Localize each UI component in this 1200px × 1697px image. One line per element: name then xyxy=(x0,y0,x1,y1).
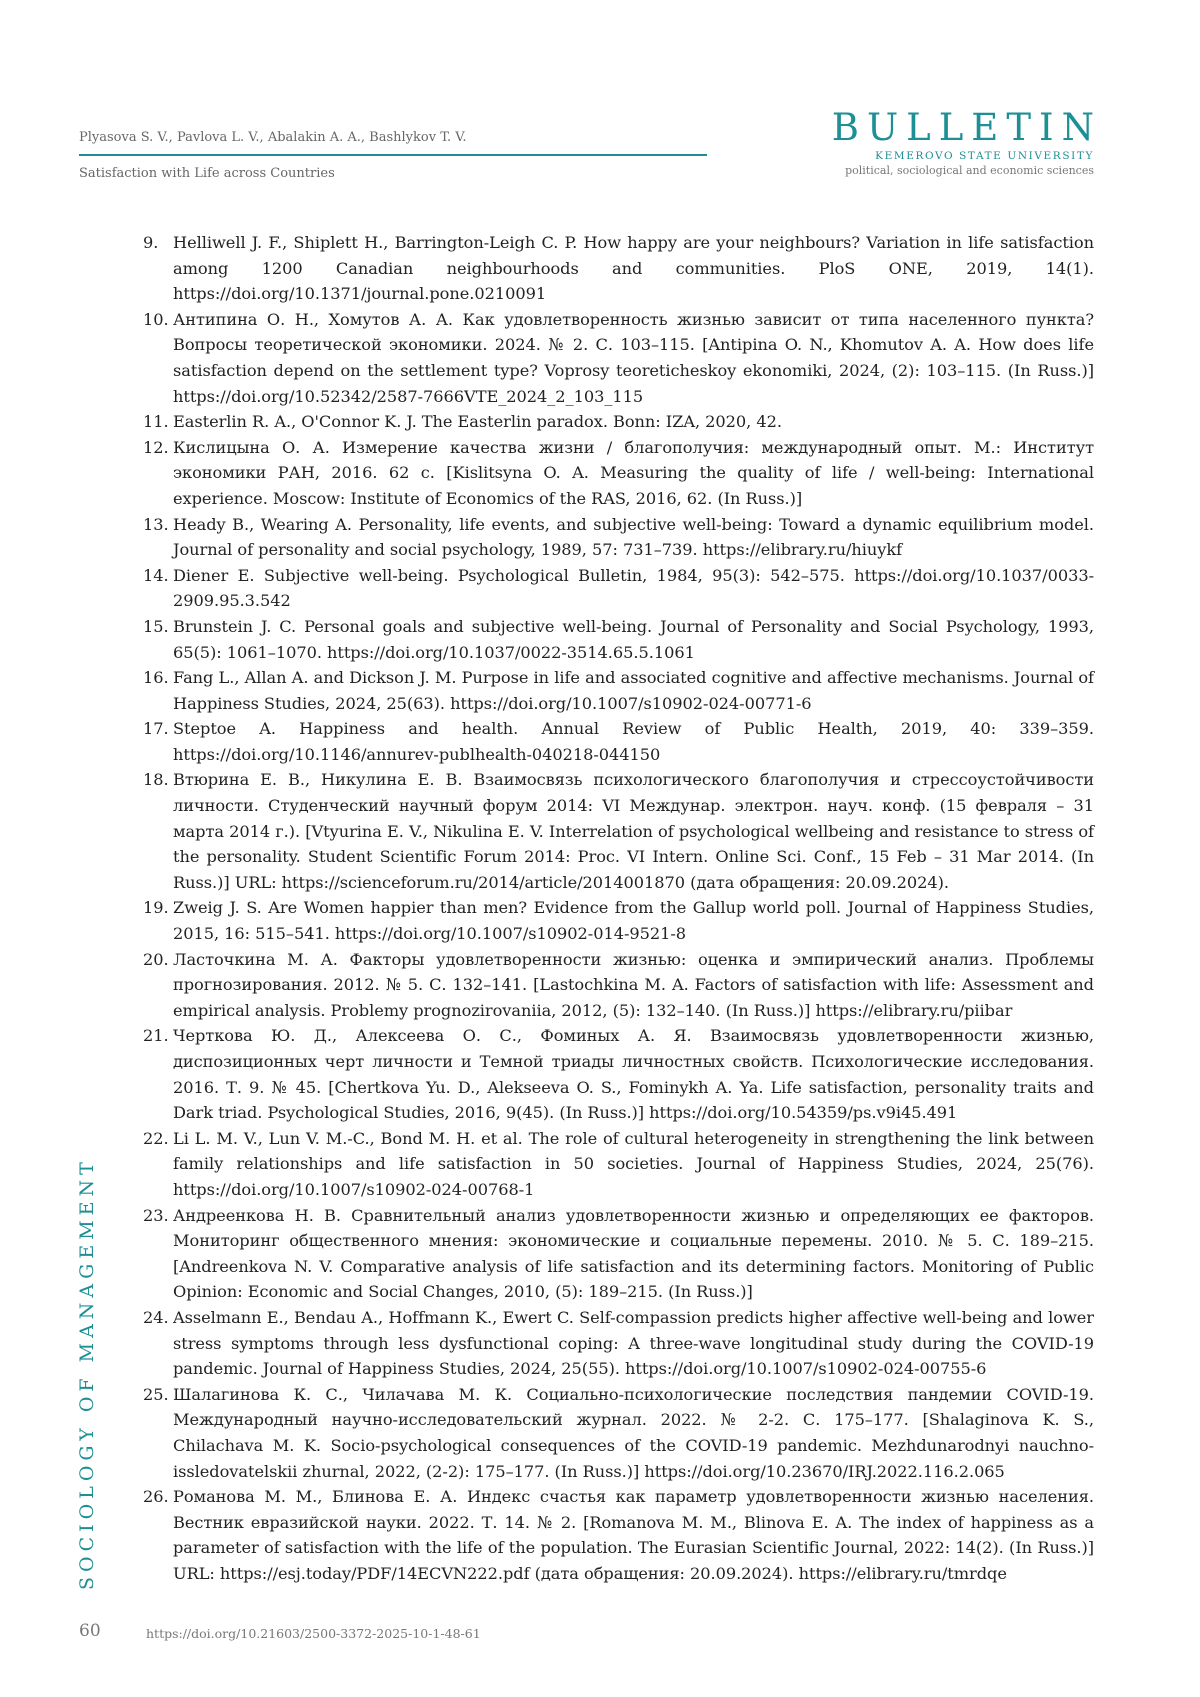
reference-number: 22. xyxy=(143,1128,169,1148)
journal-title: BULLETIN xyxy=(831,106,1102,149)
reference-number: 10. xyxy=(143,309,169,329)
reference-number: 21. xyxy=(143,1026,169,1046)
reference-number: 11. xyxy=(143,412,169,432)
reference-item xyxy=(143,614,1094,665)
journal-series: political, sociological and economic sciences xyxy=(845,164,1094,177)
reference-number: 13. xyxy=(143,514,169,534)
reference-item xyxy=(143,563,1094,614)
reference-text: Helliwell J. F., Shiplett H., Barrington-Leigh C. P. How happy are your neighbours? Variation in life satisfaction among 1200 Canadian neighbourhoods and communities. PloS ONE, 2019, 14(1). https://doi.org/10.1371/journal.pone.0210091 xyxy=(173,233,1094,304)
reference-number: 16. xyxy=(143,668,169,688)
journal-university: KEMEROVO STATE UNIVERSITY xyxy=(875,150,1094,162)
reference-item xyxy=(143,1382,1094,1484)
reference-item xyxy=(143,1305,1094,1382)
reference-item xyxy=(143,1203,1094,1305)
reference-number: 20. xyxy=(143,949,169,969)
reference-item xyxy=(143,1484,1094,1586)
page-number: 60 xyxy=(79,1621,101,1641)
reference-text: Fang L., Allan A. and Dickson J. M. Purpose in life and associated cognitive and affective mechanisms. Journal of Happiness Studies, 2024, 25(63). https://doi.org/10.1007/s10902-024-00771-6 xyxy=(173,668,1094,713)
reference-item xyxy=(143,1126,1094,1203)
reference-text: Diener E. Subjective well-being. Psychological Bulletin, 1984, 95(3): 542–575. https://doi.org/10.1037/0033-2909.95.3.542 xyxy=(173,565,1094,611)
reference-number: 9. xyxy=(143,233,159,252)
reference-text: Zweig J. S. Are Women happier than men? Evidence from the Gallup world poll. Journal of Happiness Studies, 2015, 16: 515–541. https://doi.org/10.1007/s10902-014-9521-8 xyxy=(173,898,1094,944)
reference-list xyxy=(143,230,1094,1586)
reference-number: 15. xyxy=(143,616,169,636)
reference-item xyxy=(143,230,1094,307)
reference-text: Кислицына О. А. Измерение качества жизни / благополучия: международный опыт. М.: Институт экономики РАН, 2016. 62 с. [Kislitsyna O. A. Measuring the quality of life / well-being: International experience. Moscow: Institute of Economics of the RAS, 2016, 62. (In Russ.)] xyxy=(173,437,1094,508)
reference-text: Heady B., Wearing A. Personality, life events, and subjective well-being: Toward a dynamic equilibrium model. Journal of personality and social psychology, 1989, 57: 731–739. https://elibrary.ru/hiuykf xyxy=(173,514,1094,560)
reference-item xyxy=(143,947,1094,1024)
reference-text: Шалагинова К. С., Чилачава М. К. Социально-психологические последствия пандемии COVID-19. Международный научно-исследовательский журнал. 2022. № 2-2. С. 175–177. [Shalaginova K. S., Chilachava M. K. Socio-psychological consequences of the COVID-19 pandemic. Mezhdunarodnyi nauchno-issledovatelskii zhurnal, 2022, (2-2): 175–177. (In Russ.)] https://doi.org/10.23670/IRJ.2022.116.2.065 xyxy=(173,1384,1094,1481)
header-authors: Plyasova S. V., Pavlova L. V., Abalakin A. A., Bashlykov T. V. xyxy=(79,130,467,145)
reference-item xyxy=(143,512,1094,563)
reference-number: 17. xyxy=(143,719,169,739)
reference-text: Черткова Ю. Д., Алексеева О. С., Фоминых А. Я. Взаимосвязь удовлетворенности жизнью, диспозиционных черт личности и Темной триады личностных свойств. Психологические исследования. 2016. Т. 9. № 45. [Chertkova Yu. D., Alekseeva O. S., Fominykh A. Ya. Life satisfaction, personality traits and Dark triad. Psychological Studies, 2016, 9(45). (In Russ.)] https://doi.org/10.54359/ps.v9i45.491 xyxy=(173,1026,1094,1123)
reference-item xyxy=(143,435,1094,512)
reference-number: 18. xyxy=(143,770,169,790)
reference-text: Андреенкова Н. В. Сравнительный анализ удовлетворенности жизнью и определяющих ее факторов. Мониторинг общественного мнения: экономические и социальные перемены. 2010. № 5. С. 189–215. [Andreenkova N. V. Comparative analysis of life satisfaction and its determining factors. Monitoring of Public Opinion: Economic and Social Changes, 2010, (5): 189–215. (In Russ.)] xyxy=(173,1205,1094,1302)
reference-number: 26. xyxy=(143,1487,169,1507)
reference-item xyxy=(143,1023,1094,1125)
reference-text: Brunstein J. C. Personal goals and subjective well-being. Journal of Personality and Social Psychology, 1993, 65(5): 1061–1070. https://doi.org/10.1037/0022-3514.65.5.1061 xyxy=(173,616,1094,662)
reference-number: 24. xyxy=(143,1307,169,1327)
reference-text: Li L. M. V., Lun V. M.-C., Bond M. H. et al. The role of cultural heterogeneity in strengthening the link between family relationships and life satisfaction in 50 societies. Journal of Happiness Studies, 2024, 25(76). https://doi.org/10.1007/s10902-024-00768-1 xyxy=(173,1128,1094,1199)
journal-masthead xyxy=(831,106,1102,177)
reference-text: Романова М. М., Блинова Е. А. Индекс счастья как параметр удовлетворенности жизнью населения. Вестник евразийской науки. 2022. Т. 14. № 2. [Romanova M. M., Blinova E. A. The index of happiness as a parameter of satisfaction with the life of the population. The Eurasian Scientific Journal, 2022: 14(2). (In Russ.)] URL: https://esj.today/PDF/14ECVN222.pdf (дата обращения: 20.09.2024). https://elibrary.ru/tmrdqe xyxy=(173,1487,1094,1583)
reference-text: Ласточкина М. А. Факторы удовлетворенности жизнью: оценка и эмпирический анализ. Проблемы прогнозирования. 2012. № 5. С. 132–141. [Lastochkina M. A. Factors of satisfaction with life: Assessment and empirical analysis. Problemy prognozirovaniia, 2012, (5): 132–140. (In Russ.)] https://elibrary.ru/piibar xyxy=(173,949,1094,1020)
section-sidebar-label: SOCIOLOGY OF MANAGEMENT xyxy=(76,1157,98,1590)
reference-item xyxy=(143,409,1094,435)
reference-number: 19. xyxy=(143,898,169,918)
header-divider xyxy=(79,154,707,156)
reference-number: 14. xyxy=(143,565,169,585)
reference-item xyxy=(143,767,1094,895)
reference-number: 23. xyxy=(143,1205,169,1225)
reference-item xyxy=(143,895,1094,946)
reference-number: 12. xyxy=(143,437,169,457)
reference-number: 25. xyxy=(143,1384,169,1404)
reference-text: Easterlin R. A., O'Connor K. J. The Easterlin paradox. Bonn: IZA, 2020, 42. xyxy=(173,412,782,432)
reference-text: Steptoe A. Happiness and health. Annual Review of Public Health, 2019, 40: 339–359. https://doi.org/10.1146/annurev-publhealth-040218-044150 xyxy=(173,719,1094,764)
reference-text: Asselmann E., Bendau A., Hoffmann K., Ewert C. Self-compassion predicts higher affective well-being and lower stress symptoms through less dysfunctional coping: A three-wave longitudinal study during the COVID-19 pandemic. Journal of Happiness Studies, 2024, 25(55). https://doi.org/10.1007/s10902-024-00755-6 xyxy=(173,1307,1094,1379)
reference-item xyxy=(143,665,1094,716)
footer-doi: https://doi.org/10.21603/2500-3372-2025-10-1-48-61 xyxy=(146,1626,481,1641)
reference-item xyxy=(143,307,1094,409)
reference-text: Антипина О. Н., Хомутов А. А. Как удовлетворенность жизнью зависит от типа населенного пункта? Вопросы теоретической экономики. 2024. № 2. С. 103–115. [Antipina O. N., Khomutov A. A. How does life satisfaction depend on the settlement type? Voprosy teoreticheskoy ekonomiki, 2024, (2): 103–115. (In Russ.)] https://doi.org/10.52342/2587-7666VTE_2024_2_103_115 xyxy=(173,309,1094,406)
reference-text: Втюрина Е. В., Никулина Е. В. Взаимосвязь психологического благополучия и стрессоустойчивости личности. Студенческий научный форум 2014: VI Междунар. электрон. науч. конф. (15 февраля – 31 марта 2014 г.). [Vtyurina E. V., Nikulina E. V. Interrelation of psychological wellbeing and resistance to stress of the personality. Student Scientific Forum 2014: Proc. VI Intern. Online Sci. Conf., 15 Feb – 31 Mar 2014. (In Russ.)] URL: https://scienceforum.ru/2014/article/2014001870 (дата обращения: 20.09.2024). xyxy=(173,770,1094,892)
reference-item xyxy=(143,716,1094,767)
header-subtitle: Satisfaction with Life across Countries xyxy=(79,166,335,181)
